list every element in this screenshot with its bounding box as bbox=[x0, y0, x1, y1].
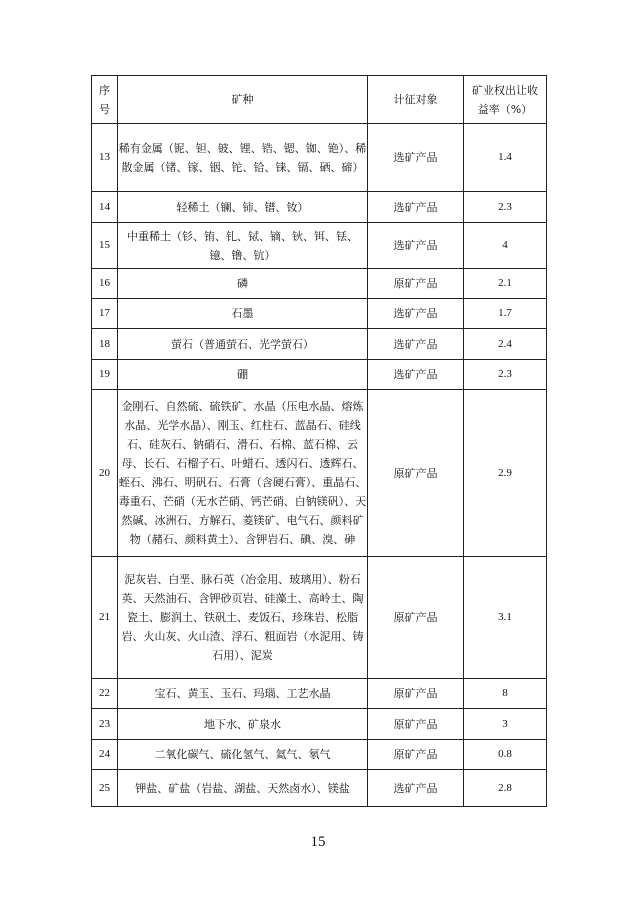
row-rate: 2.3 bbox=[464, 192, 547, 223]
row-rate: 3 bbox=[464, 709, 547, 740]
row-rate: 1.7 bbox=[464, 299, 547, 329]
row-rate: 2.1 bbox=[464, 269, 547, 299]
row-mineral: 泥灰岩、白垩、脉石英（冶金用、玻璃用）、粉石英、天然油石、含钾砂页岩、硅藻土、高岭土、陶瓷土、膨润土、铁矾土、麦饭石、珍珠岩、松脂岩、火山灰、火山渣、浮石、粗面岩（水泥用、铸石用）、泥炭 bbox=[118, 557, 368, 679]
header-mineral: 矿种 bbox=[118, 76, 368, 124]
row-rate: 8 bbox=[464, 679, 547, 709]
row-no: 13 bbox=[92, 124, 118, 192]
row-rate: 3.1 bbox=[464, 557, 547, 679]
table-row bbox=[92, 223, 547, 269]
mineral-rate-table bbox=[91, 75, 547, 807]
row-object: 原矿产品 bbox=[368, 557, 464, 679]
row-object: 原矿产品 bbox=[368, 269, 464, 299]
row-mineral: 钾盐、矿盐（岩盐、湖盐、天然卤水）、镁盐 bbox=[118, 770, 368, 807]
row-no: 21 bbox=[92, 557, 118, 679]
table-header-row bbox=[92, 76, 547, 124]
row-object: 选矿产品 bbox=[368, 124, 464, 192]
row-object: 选矿产品 bbox=[368, 223, 464, 269]
row-rate: 4 bbox=[464, 223, 547, 269]
row-mineral: 二氧化碳气、硫化氢气、氦气、氡气 bbox=[118, 740, 368, 770]
row-mineral: 稀有金属（铌、钽、铍、锂、锆、锶、铷、铯）、稀散金属（锗、镓、铟、铊、铪、铼、镉、硒、碲） bbox=[118, 124, 368, 192]
table-row bbox=[92, 770, 547, 807]
table-row bbox=[92, 740, 547, 770]
row-object: 选矿产品 bbox=[368, 360, 464, 390]
row-object: 原矿产品 bbox=[368, 679, 464, 709]
row-mineral: 磷 bbox=[118, 269, 368, 299]
row-object: 原矿产品 bbox=[368, 740, 464, 770]
row-mineral: 石墨 bbox=[118, 299, 368, 329]
row-mineral: 中重稀土（钐、铕、钆、铽、镝、钬、铒、铥、镱、镥、钪） bbox=[118, 223, 368, 269]
row-no: 22 bbox=[92, 679, 118, 709]
row-rate: 0.8 bbox=[464, 740, 547, 770]
row-no: 23 bbox=[92, 709, 118, 740]
row-no: 20 bbox=[92, 390, 118, 557]
table-row bbox=[92, 679, 547, 709]
row-rate: 2.8 bbox=[464, 770, 547, 807]
row-no: 24 bbox=[92, 740, 118, 770]
table-row bbox=[92, 329, 547, 360]
row-mineral: 轻稀土（镧、铈、镨、钕） bbox=[118, 192, 368, 223]
table-row bbox=[92, 299, 547, 329]
row-no: 15 bbox=[92, 223, 118, 269]
row-no: 17 bbox=[92, 299, 118, 329]
row-mineral: 宝石、黄玉、玉石、玛瑙、工艺水晶 bbox=[118, 679, 368, 709]
row-mineral: 地下水、矿泉水 bbox=[118, 709, 368, 740]
table-row bbox=[92, 390, 547, 557]
header-rate: 矿业权出让收益率（%） bbox=[464, 76, 547, 124]
table-row bbox=[92, 192, 547, 223]
row-no: 25 bbox=[92, 770, 118, 807]
row-no: 18 bbox=[92, 329, 118, 360]
header-no: 序号 bbox=[92, 76, 118, 124]
row-rate: 2.3 bbox=[464, 360, 547, 390]
row-object: 选矿产品 bbox=[368, 299, 464, 329]
header-object: 计征对象 bbox=[368, 76, 464, 124]
page-number: 15 bbox=[310, 834, 326, 850]
row-mineral: 硼 bbox=[118, 360, 368, 390]
row-object: 原矿产品 bbox=[368, 709, 464, 740]
row-object: 选矿产品 bbox=[368, 192, 464, 223]
row-rate: 2.4 bbox=[464, 329, 547, 360]
row-object: 选矿产品 bbox=[368, 770, 464, 807]
row-object: 原矿产品 bbox=[368, 390, 464, 557]
row-no: 14 bbox=[92, 192, 118, 223]
table-row bbox=[92, 124, 547, 192]
table-row bbox=[92, 709, 547, 740]
table-row bbox=[92, 269, 547, 299]
row-object: 选矿产品 bbox=[368, 329, 464, 360]
row-rate: 1.4 bbox=[464, 124, 547, 192]
row-mineral: 金刚石、自然硫、硫铁矿、水晶（压电水晶、熔炼水晶、光学水晶）、刚玉、红柱石、蓝晶石、硅线石、硅灰石、钠硝石、滑石、石棉、蓝石棉、云母、长石、石榴子石、叶蜡石、透闪石、透辉石、蛭石、沸石、明矾石、石膏（含硬石膏）、重晶石、毒重石、芒硝（无水芒硝、钙芒硝、白钠镁矾）、天然碱、冰洲石、方解石、菱镁矿、电气石、颜料矿物（赭石、颜料黄土）、含钾岩石、碘、溴、砷 bbox=[118, 390, 368, 557]
row-mineral: 萤石（普通萤石、光学萤石） bbox=[118, 329, 368, 360]
row-no: 19 bbox=[92, 360, 118, 390]
table-row bbox=[92, 557, 547, 679]
row-no: 16 bbox=[92, 269, 118, 299]
table-row bbox=[92, 360, 547, 390]
row-rate: 2.9 bbox=[464, 390, 547, 557]
